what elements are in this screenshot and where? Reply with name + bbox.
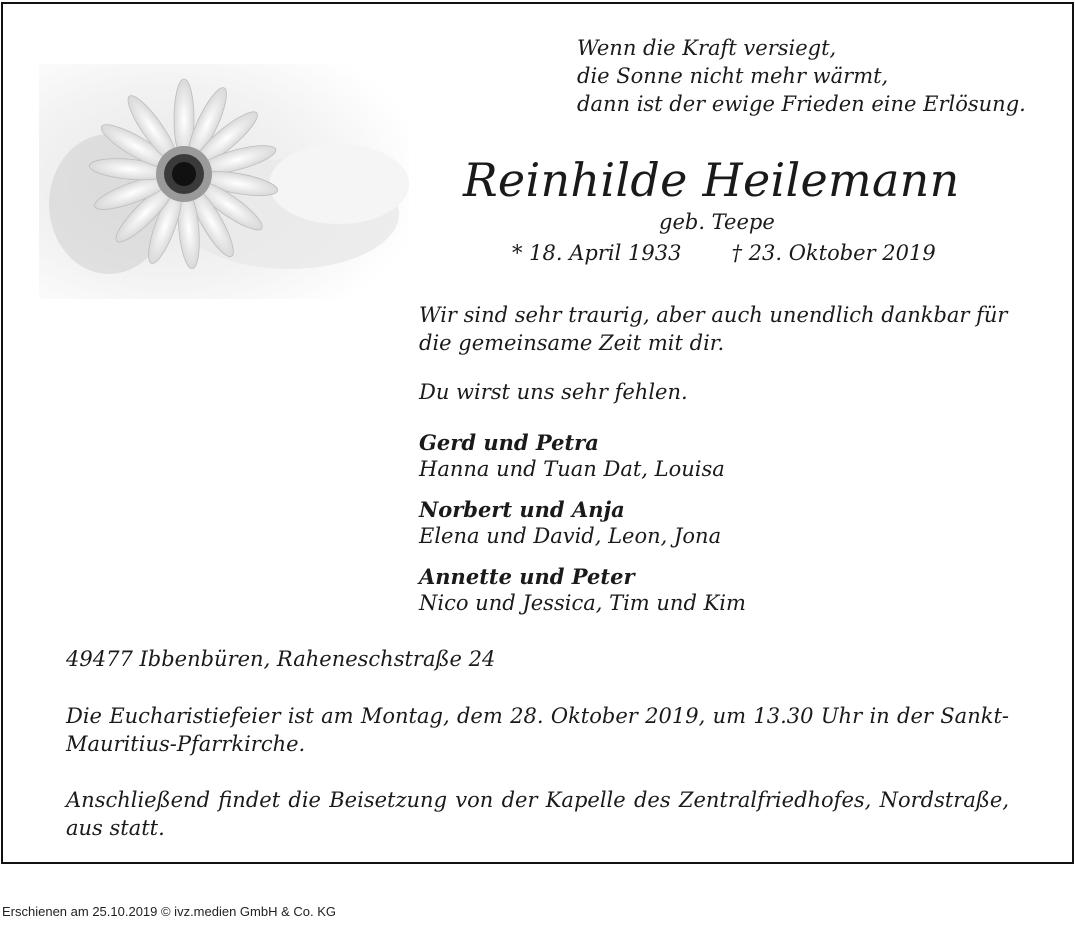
family-children: Hanna und Tuan Dat, Louisa <box>419 457 725 481</box>
poem-line: die Sonne nicht mehr wärmt, <box>577 64 889 88</box>
family-head: Norbert und Anja <box>419 497 625 522</box>
family-group <box>419 496 721 550</box>
miss-line: Du wirst uns sehr fehlen. <box>419 380 688 404</box>
obituary-card <box>1 2 1074 864</box>
family-children: Elena und David, Leon, Jona <box>419 524 722 548</box>
poem-line: Wenn die Kraft versiegt, <box>577 36 837 60</box>
address: 49477 Ibbenbüren, Raheneschstraße 24 <box>66 647 496 671</box>
family-children: Nico und Jessica, Tim und Kim <box>419 591 746 615</box>
message-line: Wir sind sehr traurig, aber auch unendlich dankbar für <box>419 303 1008 327</box>
family-head: Annette und Peter <box>419 564 635 589</box>
family-head: Gerd und Petra <box>419 430 599 455</box>
life-dates <box>512 241 936 265</box>
death-date: † 23. Oktober 2019 <box>731 241 936 265</box>
poem-line: dann ist der ewige Frieden eine Erlösung. <box>577 92 1026 116</box>
publication-footer: Erschienen am 25.10.2019 © ivz.medien GmbH & Co. KG <box>2 904 337 919</box>
flower-image <box>39 64 409 299</box>
farewell-message <box>419 301 1007 357</box>
family-group <box>419 563 746 617</box>
birth-date: * 18. April 1933 <box>512 241 682 265</box>
burial-info: Anschließend findet die Beisetzung von der Kapelle des Zentralfriedhofes, Nordstraße, aus statt. <box>66 788 1009 840</box>
deceased-name: Reinhilde Heilemann <box>463 153 960 207</box>
message-line: die gemeinsame Zeit mit dir. <box>419 331 725 355</box>
poem <box>577 34 1026 118</box>
service-info: Die Eucharistiefeier ist am Montag, dem 28. Oktober 2019, um 13.30 Uhr in der Sankt-Mauritius-Pfarrkirche. <box>66 704 1009 756</box>
maiden-name: geb. Teepe <box>659 210 775 234</box>
family-group <box>419 429 725 483</box>
